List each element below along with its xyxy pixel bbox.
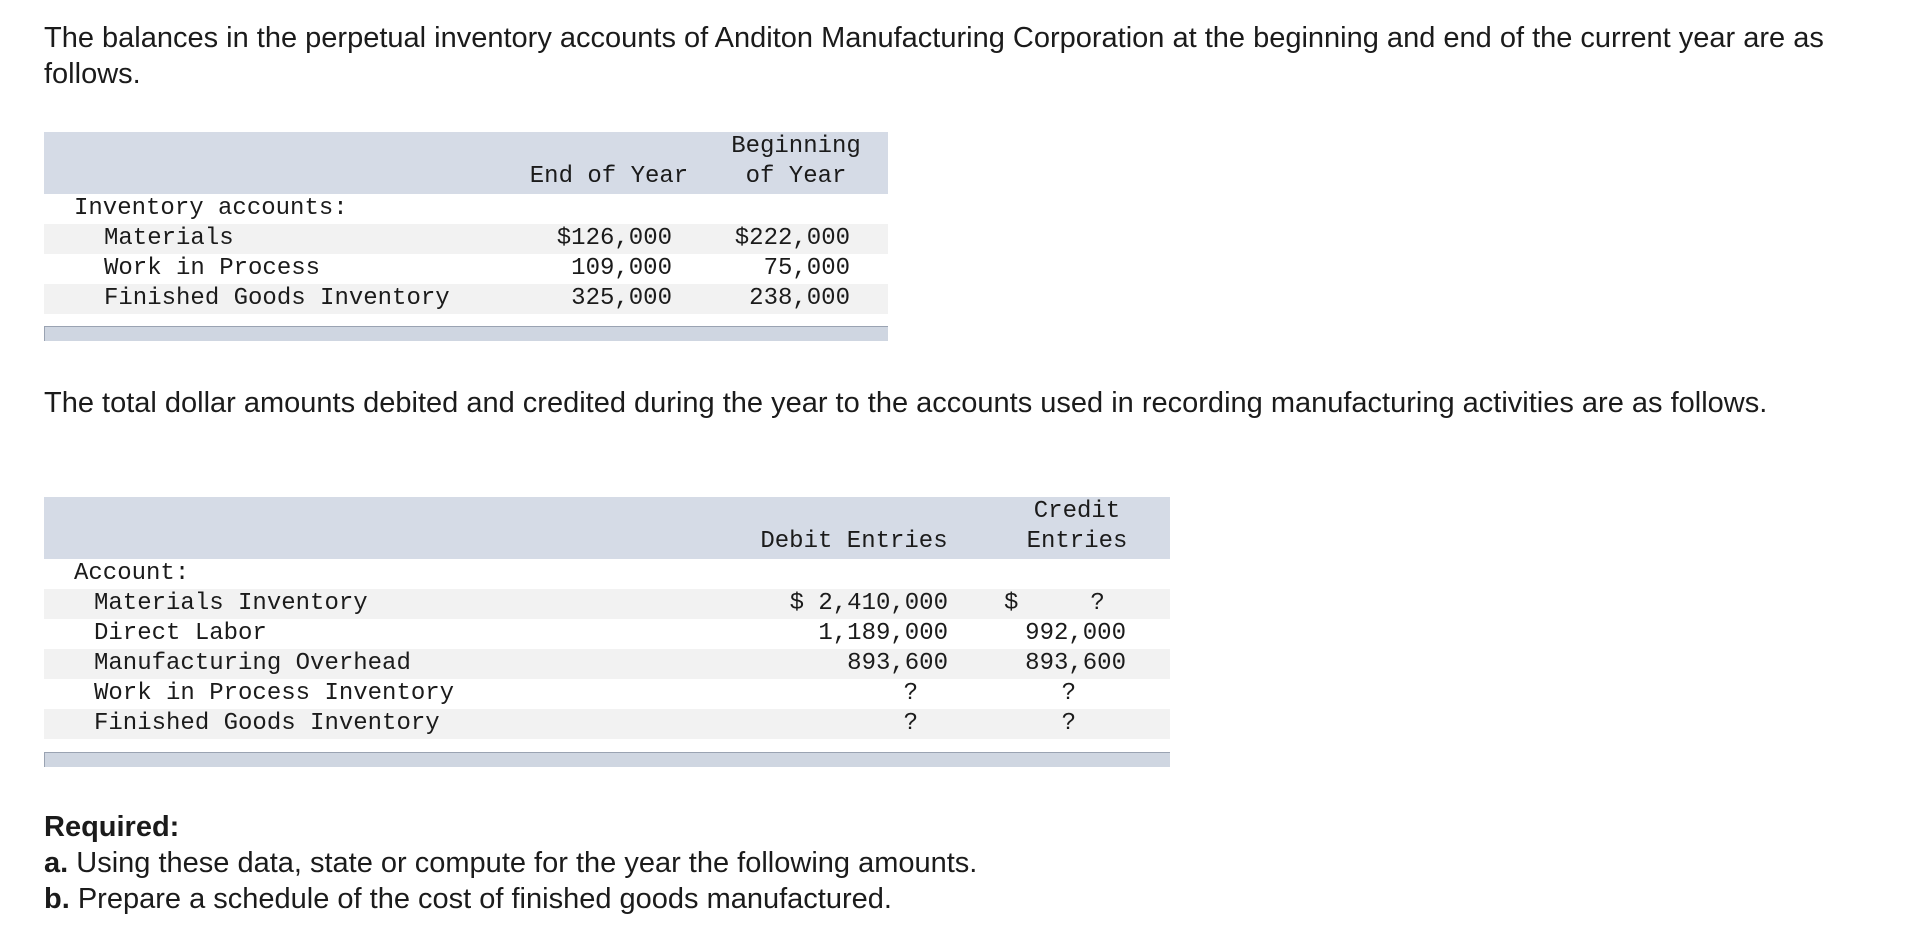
table-row xyxy=(44,284,888,314)
required-item-a xyxy=(44,845,977,881)
table-row xyxy=(44,649,1170,679)
header-debit-entries: Debit Entries xyxy=(760,528,948,555)
credit-value: 893,600 xyxy=(1025,650,1126,677)
item-b-prefix: b. xyxy=(44,883,70,915)
begin-value: $222,000 xyxy=(734,225,850,252)
required-item-b xyxy=(44,881,892,917)
row-label: Finished Goods Inventory xyxy=(104,285,450,312)
begin-value: 75,000 xyxy=(763,255,850,282)
table-header-row xyxy=(44,132,888,194)
debit-value: $ 2,410,000 xyxy=(789,590,948,617)
table-footer-bar xyxy=(44,752,1170,767)
header-blank xyxy=(44,132,514,194)
end-value: 325,000 xyxy=(571,285,672,312)
debit-value: ? xyxy=(903,710,918,737)
debit-credit-table xyxy=(44,497,1170,739)
row-label: Finished Goods Inventory xyxy=(94,710,440,737)
row-label: Work in Process Inventory xyxy=(94,680,455,707)
required-heading: Required: xyxy=(44,811,180,843)
table-footer-bar xyxy=(44,326,888,341)
section-label: Inventory accounts: xyxy=(74,195,348,222)
begin-value: 238,000 xyxy=(749,285,850,312)
table-section-row xyxy=(44,559,1170,589)
credit-value: $ ? xyxy=(1004,590,1105,617)
debit-value: 1,189,000 xyxy=(818,620,948,647)
row-label: Materials Inventory xyxy=(94,590,368,617)
intro-paragraph-2: The total dollar amounts debited and credited during the year to the accounts used in recording manufacturing activities are as follows. xyxy=(44,387,1768,419)
table-row xyxy=(44,224,888,254)
table-row xyxy=(44,589,1170,619)
debit-value: 893,600 xyxy=(847,650,948,677)
item-a-prefix: a. xyxy=(44,847,69,879)
table-row xyxy=(44,679,1170,709)
item-b-text: Prepare a schedule of the cost of finished goods manufactured. xyxy=(69,883,892,915)
table-section-row xyxy=(44,194,888,224)
row-label: Work in Process xyxy=(104,255,321,282)
item-a-text: Using these data, state or compute for the year the following amounts. xyxy=(68,847,978,879)
debit-value: ? xyxy=(903,680,918,707)
section-label: Account: xyxy=(74,560,190,587)
credit-value: ? xyxy=(1061,710,1076,737)
table-row xyxy=(44,619,1170,649)
table-row xyxy=(44,709,1170,739)
inventory-balances-table xyxy=(44,132,888,314)
table-header-row xyxy=(44,497,1170,559)
row-label: Materials xyxy=(104,225,234,252)
end-value: $126,000 xyxy=(556,225,672,252)
row-label: Manufacturing Overhead xyxy=(94,650,411,677)
header-beginning-of-year: Beginning of Year xyxy=(731,133,861,190)
intro-paragraph-1: The balances in the perpetual inventory accounts of Anditon Manufacturing Corporation at the beginning and end of the current year are as follows. xyxy=(44,22,1824,90)
table-row xyxy=(44,254,888,284)
credit-value: 992,000 xyxy=(1025,620,1126,647)
credit-value: ? xyxy=(1061,680,1076,707)
header-end-of-year: End of Year xyxy=(529,163,689,190)
header-blank xyxy=(44,497,724,559)
header-credit-entries: Credit Entries xyxy=(1026,498,1128,555)
row-label: Direct Labor xyxy=(94,620,267,647)
end-value: 109,000 xyxy=(571,255,672,282)
